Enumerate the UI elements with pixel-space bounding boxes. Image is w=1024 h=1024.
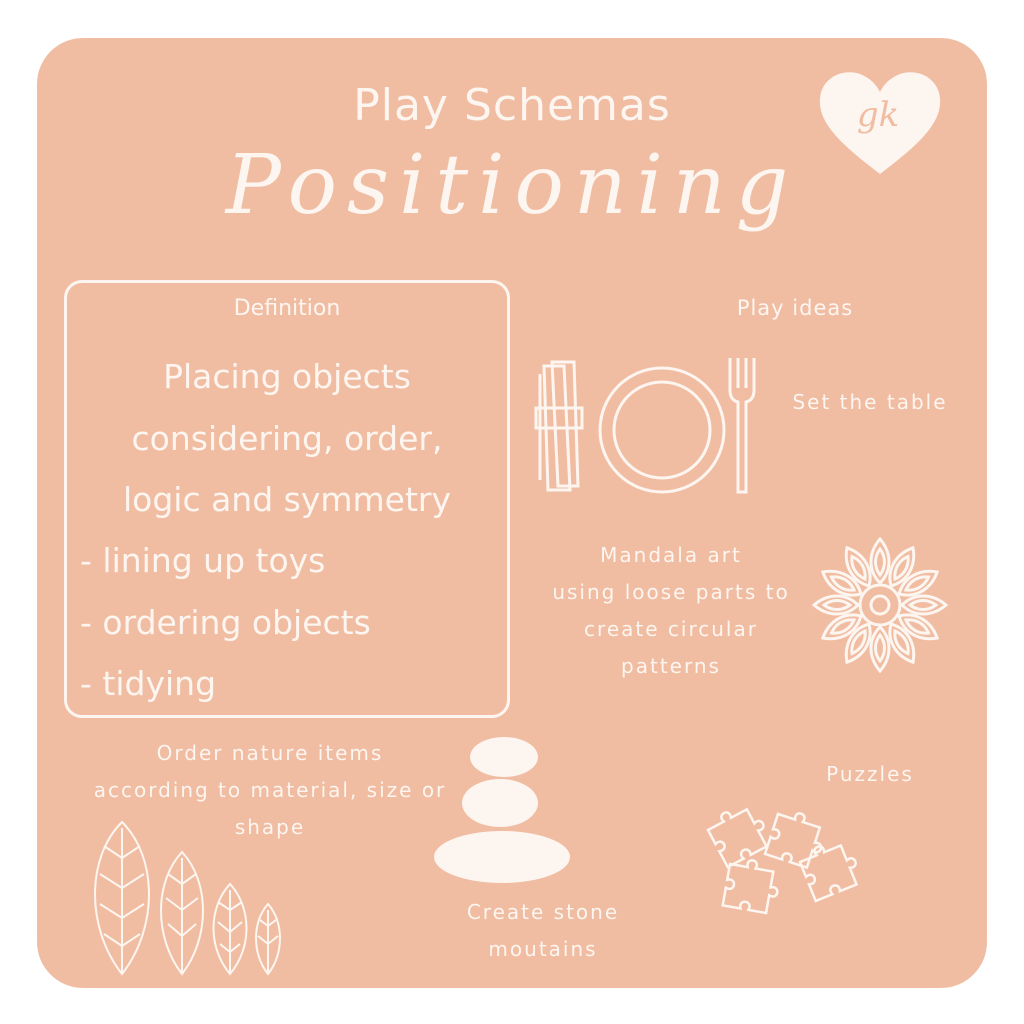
- stones-label: Create stone: [466, 900, 620, 924]
- mandala-label: patterns: [621, 654, 721, 678]
- stone-stack-icon: [430, 735, 580, 885]
- logo-text: gk: [856, 95, 900, 135]
- page-title: Positioning: [225, 138, 799, 233]
- leaves-icon: [88, 818, 288, 978]
- nature-label: according to material, size or: [93, 778, 447, 802]
- definition-line: considering, order,: [131, 419, 443, 458]
- mandala-icon: [810, 535, 950, 675]
- mandala-label: Mandala art: [600, 543, 742, 567]
- nature-label: Order nature items: [156, 741, 384, 765]
- nature-label: shape: [234, 815, 306, 839]
- definition-bullet: - ordering objects: [80, 603, 371, 642]
- definition-bullet: - lining up toys: [80, 541, 326, 580]
- definition-heading: Definition: [233, 296, 341, 321]
- puzzle-pieces-icon: [700, 800, 860, 925]
- definition-bullet: - tidying: [80, 664, 217, 703]
- definition-line: Placing objects: [163, 357, 411, 396]
- definition-line: logic and symmetry: [122, 480, 452, 519]
- plate-cutlery-icon: [530, 350, 770, 500]
- play-ideas-heading: Play ideas: [736, 296, 854, 320]
- mandala-label: using loose parts to: [552, 580, 790, 604]
- heart-logo-icon: [818, 70, 942, 176]
- set-table-label: Set the table: [792, 390, 948, 414]
- puzzles-label: Puzzles: [826, 762, 914, 786]
- subtitle: Play Schemas: [353, 80, 671, 131]
- stones-label: moutains: [488, 937, 598, 961]
- mandala-label: create circular: [584, 617, 758, 641]
